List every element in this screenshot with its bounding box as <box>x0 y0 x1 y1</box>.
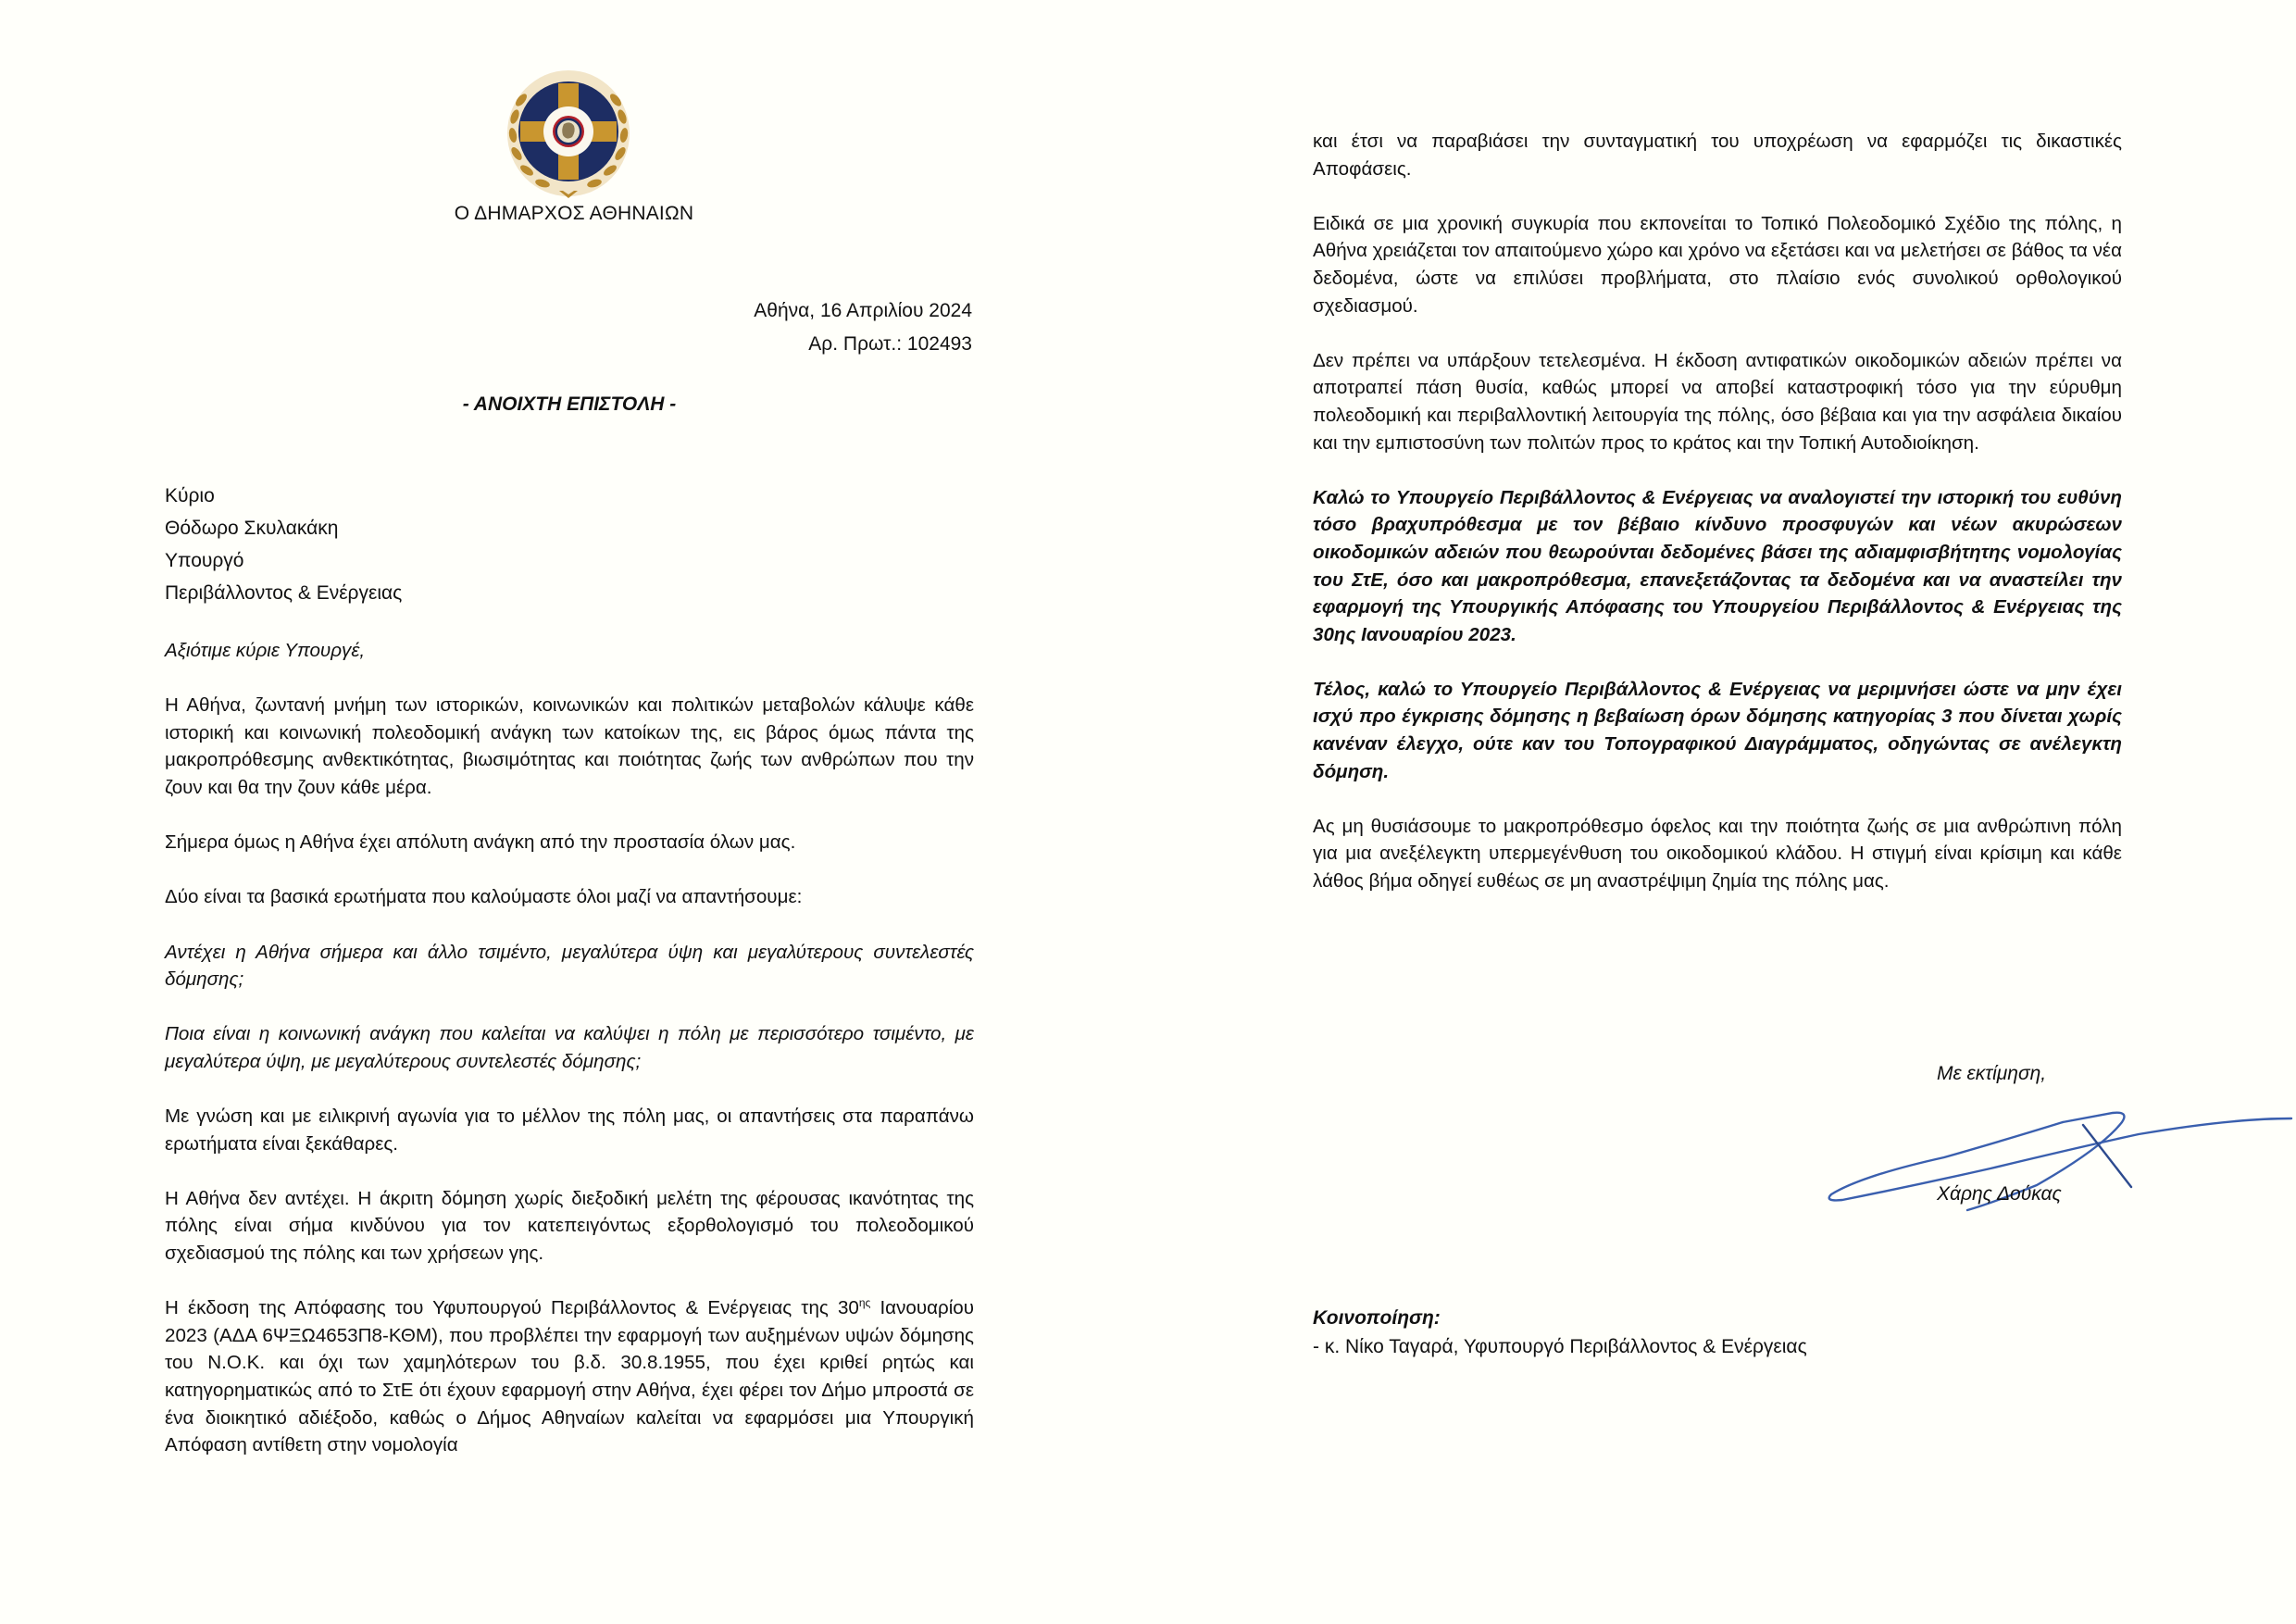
paragraph: Δεν πρέπει να υπάρξουν τετελεσμένα. Η έκδοση αντιφατικών οικοδομικών αδειών πρέπει να αποτραπεί πάση θυσία, καθώς μπορεί να αποβεί καταστροφική τόσο για την εύρυθμη πολεοδομική και περιβαλλοντική λειτουργία της πόλης, όσο βέβαια και για την ασφάλεια δικαίου και την εμπιστοσύνη των πολιτών προς το κράτος και την Τοπική Αυτοδιοίκηση. <box>1313 349 2122 454</box>
question-paragraph: Αντέχει η Αθήνα σήμερα και άλλο τσιμέντο, μεγαλύτερα ύψη και μεγαλύτερους συντελεστές δόμησης; <box>165 941 974 991</box>
issuer-title-text: Ο ΔΗΜΑΡΧΟΣ ΑΘΗΝΑΙΩΝ <box>454 203 694 224</box>
signer-name: Χάρης Δούκας <box>1937 1183 2062 1205</box>
ordinal-superscript: ης <box>858 1296 871 1310</box>
paragraph: Με γνώση και με ειλικρινή αγωνία για το μέλλον της πόλη μας, οι απαντήσεις στα παραπάνω ερωτήματα είναι ξεκάθαρες. <box>165 1106 974 1155</box>
protocol-number: Αρ. Πρωτ.: 102493 <box>808 333 972 355</box>
athens-crest-icon <box>505 70 631 200</box>
paragraph <box>165 1294 974 1459</box>
paragraph: Σήμερα όμως η Αθήνα έχει απόλυτη ανάγκη από την προστασία όλων μας. <box>165 831 796 854</box>
paragraph: Ειδικά σε μια χρονική συγκυρία που εκπονείται το Τοπικό Πολεοδομικό Σχέδιο της πόλης, η Αθήνα χρειάζεται τον απαιτούμενο χώρο και χρόνο να εξετάσει και να μελετήσει σε βάθος τα νέα δεδομένα, ώστε να επιλύσει προβλήματα, στο πλαίσιο ενός συνολικού ορθολογικού σχεδιασμού. <box>1313 212 2122 317</box>
paragraph: Η Αθήνα, ζωντανή μνήμη των ιστορικών, κοινωνικών και πολιτικών μεταβολών κάλυψε κάθε ιστορική και κοινωνική πολεοδομική ανάγκη των κατοίκων της, εις βάρος όμως πάντα της μακροπρόθεσμης ανθεκτικότητας, βιωσιμότητας και ποιότητας ζωής των ανθρώπων που την ζουν και θα την ζουν κάθε μέρα. <box>165 694 974 798</box>
salutation: Αξιότιμε κύριε Υπουργέ, <box>165 640 366 661</box>
paragraph: Η Αθήνα δεν αντέχει. Η άκριτη δόμηση χωρίς διεξοδική μελέτη της φέρουσας ικανότητας της πόλης είναι σήμα κινδύνου για τον κατεπειγόντως εξορθολογισμό του πολεοδομικού σχεδιασμού της πόλης και των χρήσεων γης. <box>165 1187 974 1265</box>
paragraph: και έτσι να παραβιάσει την συνταγματική του υποχρέωση να εφαρμόζει τις δικαστικές Αποφάσεις. <box>1313 131 2122 180</box>
letter-page-2 <box>1148 0 2296 1624</box>
text-run: Ιανουαρίου 2023 (ΑΔΑ 6ΨΞΩ4653Π8-ΚΘΜ), που προβλέπει την εφαρμογή των αυξημένων υψών δόμησης του Ν.Ο.Κ. και όχι των χαμηλότερων του β.δ. 30.8.1955, που έχει κριθεί ρητώς και κατηγορηματικώς από το ΣτΕ ότι έχουν εφαρμογή στην Αθήνα, έχει φέρει τον Δήμο μπροστά σε ένα διοικητικό αδιέξοδο, καθώς ο Δήμος Αθηναίων καλείται να εφαρμόσει μια Υπουργική Απόφαση αντίθετη στην νομολογία <box>165 1297 974 1456</box>
question-paragraph: Ποια είναι η κοινωνική ανάγκη που καλείται να καλύψει η πόλη με περισσότερο τσιμέντο, με μεγαλύτερα ύψη, με μεγαλύτερους συντελεστές δόμησης; <box>165 1023 974 1072</box>
recipient-block <box>165 480 402 609</box>
recipient-line: Θόδωρο Σκυλακάκη <box>165 518 339 539</box>
recipient-line: Υπουργό <box>165 550 244 571</box>
recipient-line: Περιβάλλοντος & Ενέργειας <box>165 582 403 604</box>
date-block <box>754 294 972 361</box>
request-paragraph: Τέλος, καλώ το Υπουργείο Περιβάλλοντος & Ενέργειας να μεριμνήσει ώστε να μην έχει ισχύ προ έγκρισης δόμησης η βεβαίωση όρων δόμησης κατηγορίας 3 που δίνεται χωρίς κανέναν έλεγχο, ούτε καν του Τοπογραφικού Διαγράμματος, οδηγώντας σε ανέλεγκτη δόμηση. <box>1313 678 2122 782</box>
issuer-title <box>0 203 1148 225</box>
cc-item: - κ. Νίκο Ταγαρά, Υφυπουργό Περιβάλλοντος & Ενέργειας <box>1313 1336 1807 1357</box>
text-run: Η έκδοση της Απόφασης του Υφυπουργού Περιβάλλοντος & Ενέργειας της 30 <box>165 1297 859 1319</box>
request-paragraph: Καλώ το Υπουργείο Περιβάλλοντος & Ενέργειας να αναλογιστεί την ιστορική του ευθύνη τόσο βραχυπρόθεσμα με τον βέβαιο κίνδυνο προσφυγών και νέων ακυρώσεων οικοδομικών αδειών που θεωρούνται δεδομένες βάσει της αδιαμφισβήτητης νομολογίας του ΣτΕ, όσο και μακροπρόθεσμα, επανεξετάζοντας τα δεδομένα και να αναστείλει την εφαρμογή της Υπουργικής Απόφασης του Υπουργείου Περιβάλλοντος & Ενέργειας της 30ης Ιανουαρίου 2023. <box>1313 486 2122 645</box>
open-letter-heading: - ΑΝΟΙΧΤΗ ΕΠΙΣΤΟΛΗ - <box>462 394 677 415</box>
letter-date: Αθήνα, 16 Απριλίου 2024 <box>754 300 972 321</box>
page1-body <box>165 637 974 1486</box>
closing-phrase: Με εκτίμηση, <box>1937 1063 2047 1084</box>
paragraph: Ας μη θυσιάσουμε το μακροπρόθεσμο όφελος και την ποιότητα ζωής σε μια ανθρώπινη πόλη για μια ανεξέλεγκτη υπερμεγένθυση του οικοδομικού κλάδου. Η στιγμή είναι κρίσιμη και κάθε λάθος βήμα οδηγεί ευθέως σε μη αναστρέψιμη ζημία της πόλης μας. <box>1313 815 2122 893</box>
paragraph: Δύο είναι τα βασικά ερωτήματα που καλούμαστε όλοι μαζί να απαντήσουμε: <box>165 886 803 908</box>
cc-title: Κοινοποίηση: <box>1313 1307 1441 1329</box>
cc-block <box>1313 1304 1807 1361</box>
recipient-line: Κύριο <box>165 485 215 506</box>
page2-body <box>1313 128 2122 922</box>
